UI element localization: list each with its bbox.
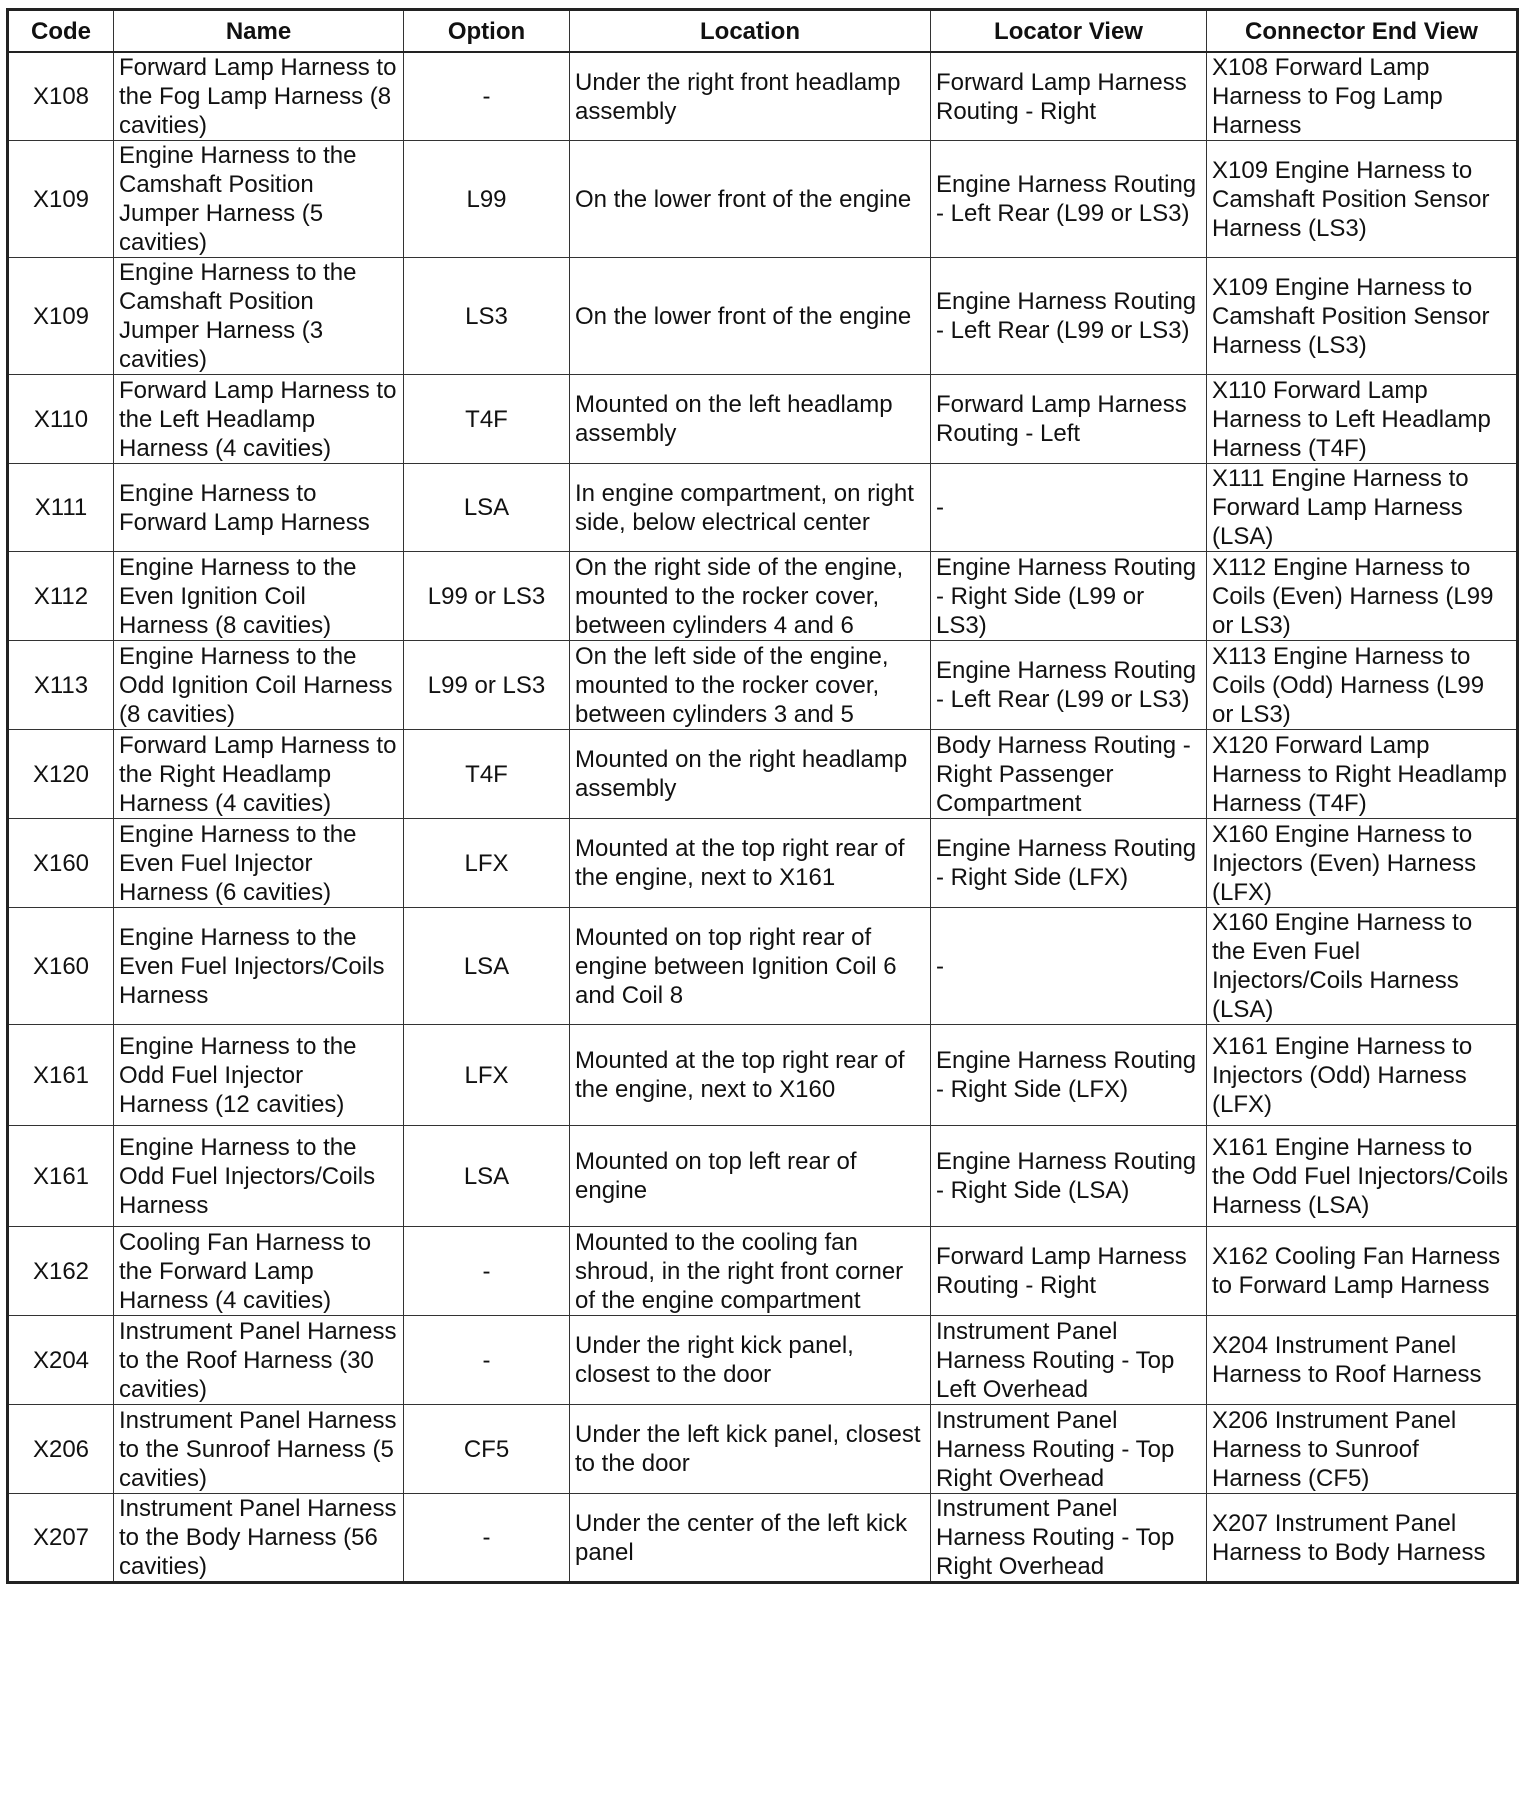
cell-connector-end-view: X108 Forward Lamp Harness to Fog Lamp Harness [1207,52,1518,141]
cell-code: X120 [8,730,114,819]
cell-name: Forward Lamp Harness to the Right Headlamp Harness (4 cavities) [114,730,404,819]
cell-locator-view: Engine Harness Routing - Right Side (LFX) [931,819,1207,908]
table-row [8,52,1518,141]
cell-location: Mounted at the top right rear of the engine, next to X161 [570,819,931,908]
table-row [8,1405,1518,1494]
header-code: Code [8,10,114,53]
cell-code: X206 [8,1405,114,1494]
cell-code: X108 [8,52,114,141]
cell-connector-end-view: X206 Instrument Panel Harness to Sunroof Harness (CF5) [1207,1405,1518,1494]
cell-location: On the left side of the engine, mounted to the rocker cover, between cylinders 3 and 5 [570,641,931,730]
cell-option: LSA [404,1126,570,1227]
cell-location: On the right side of the engine, mounted to the rocker cover, between cylinders 4 and 6 [570,552,931,641]
cell-location: Mounted to the cooling fan shroud, in the right front corner of the engine compartment [570,1227,931,1316]
cell-location: Mounted at the top right rear of the engine, next to X160 [570,1025,931,1126]
table-row [8,464,1518,552]
cell-option: LFX [404,819,570,908]
cell-locator-view: - [931,908,1207,1025]
cell-option: - [404,52,570,141]
cell-code: X113 [8,641,114,730]
cell-name: Engine Harness to the Even Fuel Injector Harness (6 cavities) [114,819,404,908]
cell-locator-view: Engine Harness Routing - Left Rear (L99 or LS3) [931,141,1207,258]
table-row [8,1227,1518,1316]
cell-name: Engine Harness to the Odd Fuel Injector Harness (12 cavities) [114,1025,404,1126]
cell-option: L99 or LS3 [404,641,570,730]
table-row [8,1494,1518,1583]
cell-connector-end-view: X113 Engine Harness to Coils (Odd) Harness (L99 or LS3) [1207,641,1518,730]
cell-connector-end-view: X111 Engine Harness to Forward Lamp Harness (LSA) [1207,464,1518,552]
table-row [8,641,1518,730]
cell-connector-end-view: X120 Forward Lamp Harness to Right Headlamp Harness (T4F) [1207,730,1518,819]
table-row [8,141,1518,258]
cell-location: Under the center of the left kick panel [570,1494,931,1583]
header-row [8,10,1518,53]
cell-option: - [404,1227,570,1316]
cell-option: L99 [404,141,570,258]
cell-code: X161 [8,1126,114,1227]
cell-code: X160 [8,908,114,1025]
cell-locator-view: Instrument Panel Harness Routing - Top Right Overhead [931,1405,1207,1494]
cell-locator-view: Instrument Panel Harness Routing - Top Right Overhead [931,1494,1207,1583]
cell-connector-end-view: X112 Engine Harness to Coils (Even) Harness (L99 or LS3) [1207,552,1518,641]
cell-location: Under the right front headlamp assembly [570,52,931,141]
cell-option: CF5 [404,1405,570,1494]
cell-option: LFX [404,1025,570,1126]
table-row [8,552,1518,641]
table-row [8,819,1518,908]
cell-option: L99 or LS3 [404,552,570,641]
cell-code: X160 [8,819,114,908]
cell-connector-end-view: X160 Engine Harness to Injectors (Even) Harness (LFX) [1207,819,1518,908]
table-row [8,908,1518,1025]
cell-connector-end-view: X110 Forward Lamp Harness to Left Headlamp Harness (T4F) [1207,375,1518,464]
cell-option: LSA [404,908,570,1025]
cell-option: T4F [404,730,570,819]
cell-connector-end-view: X162 Cooling Fan Harness to Forward Lamp Harness [1207,1227,1518,1316]
cell-locator-view: Forward Lamp Harness Routing - Right [931,1227,1207,1316]
cell-name: Cooling Fan Harness to the Forward Lamp Harness (4 cavities) [114,1227,404,1316]
cell-location: Mounted on the left headlamp assembly [570,375,931,464]
cell-connector-end-view: X161 Engine Harness to the Odd Fuel Injectors/Coils Harness (LSA) [1207,1126,1518,1227]
cell-name: Instrument Panel Harness to the Roof Harness (30 cavities) [114,1316,404,1405]
header-name: Name [114,10,404,53]
cell-name: Forward Lamp Harness to the Fog Lamp Harness (8 cavities) [114,52,404,141]
header-location: Location [570,10,931,53]
cell-locator-view: Engine Harness Routing - Right Side (LFX) [931,1025,1207,1126]
cell-locator-view: Body Harness Routing - Right Passenger Compartment [931,730,1207,819]
cell-location: Under the right kick panel, closest to the door [570,1316,931,1405]
cell-location: Mounted on top left rear of engine [570,1126,931,1227]
cell-locator-view: Forward Lamp Harness Routing - Right [931,52,1207,141]
cell-connector-end-view: X204 Instrument Panel Harness to Roof Harness [1207,1316,1518,1405]
cell-code: X112 [8,552,114,641]
table-row [8,730,1518,819]
cell-location: Mounted on top right rear of engine between Ignition Coil 6 and Coil 8 [570,908,931,1025]
cell-connector-end-view: X160 Engine Harness to the Even Fuel Injectors/Coils Harness (LSA) [1207,908,1518,1025]
cell-locator-view: Engine Harness Routing - Left Rear (L99 or LS3) [931,258,1207,375]
table-row [8,375,1518,464]
cell-code: X207 [8,1494,114,1583]
connector-table [6,8,1519,1584]
cell-name: Engine Harness to the Odd Fuel Injectors/Coils Harness [114,1126,404,1227]
cell-name: Engine Harness to the Odd Ignition Coil Harness (8 cavities) [114,641,404,730]
cell-code: X161 [8,1025,114,1126]
cell-code: X109 [8,258,114,375]
cell-code: X162 [8,1227,114,1316]
cell-code: X109 [8,141,114,258]
cell-locator-view: - [931,464,1207,552]
cell-location: Mounted on the right headlamp assembly [570,730,931,819]
header-option: Option [404,10,570,53]
table-row [8,258,1518,375]
cell-location: On the lower front of the engine [570,258,931,375]
cell-locator-view: Engine Harness Routing - Right Side (LSA) [931,1126,1207,1227]
cell-code: X110 [8,375,114,464]
cell-connector-end-view: X109 Engine Harness to Camshaft Position Sensor Harness (LS3) [1207,258,1518,375]
cell-option: - [404,1316,570,1405]
cell-option: - [404,1494,570,1583]
cell-name: Engine Harness to the Even Ignition Coil Harness (8 cavities) [114,552,404,641]
cell-name: Forward Lamp Harness to the Left Headlamp Harness (4 cavities) [114,375,404,464]
cell-connector-end-view: X207 Instrument Panel Harness to Body Harness [1207,1494,1518,1583]
cell-location: In engine compartment, on right side, below electrical center [570,464,931,552]
cell-name: Engine Harness to the Camshaft Position Jumper Harness (3 cavities) [114,258,404,375]
cell-name: Engine Harness to the Camshaft Position Jumper Harness (5 cavities) [114,141,404,258]
cell-locator-view: Forward Lamp Harness Routing - Left [931,375,1207,464]
cell-code: X111 [8,464,114,552]
cell-code: X204 [8,1316,114,1405]
cell-connector-end-view: X161 Engine Harness to Injectors (Odd) Harness (LFX) [1207,1025,1518,1126]
table-row [8,1025,1518,1126]
cell-location: Under the left kick panel, closest to the door [570,1405,931,1494]
cell-name: Engine Harness to the Even Fuel Injectors/Coils Harness [114,908,404,1025]
cell-option: LSA [404,464,570,552]
cell-name: Engine Harness to Forward Lamp Harness [114,464,404,552]
cell-option: T4F [404,375,570,464]
table-row [8,1126,1518,1227]
cell-connector-end-view: X109 Engine Harness to Camshaft Position Sensor Harness (LS3) [1207,141,1518,258]
cell-locator-view: Instrument Panel Harness Routing - Top Left Overhead [931,1316,1207,1405]
cell-location: On the lower front of the engine [570,141,931,258]
header-connector-end-view: Connector End View [1207,10,1518,53]
cell-locator-view: Engine Harness Routing - Right Side (L99 or LS3) [931,552,1207,641]
table-row [8,1316,1518,1405]
cell-name: Instrument Panel Harness to the Sunroof Harness (5 cavities) [114,1405,404,1494]
cell-name: Instrument Panel Harness to the Body Harness (56 cavities) [114,1494,404,1583]
cell-option: LS3 [404,258,570,375]
header-locator-view: Locator View [931,10,1207,53]
cell-locator-view: Engine Harness Routing - Left Rear (L99 or LS3) [931,641,1207,730]
